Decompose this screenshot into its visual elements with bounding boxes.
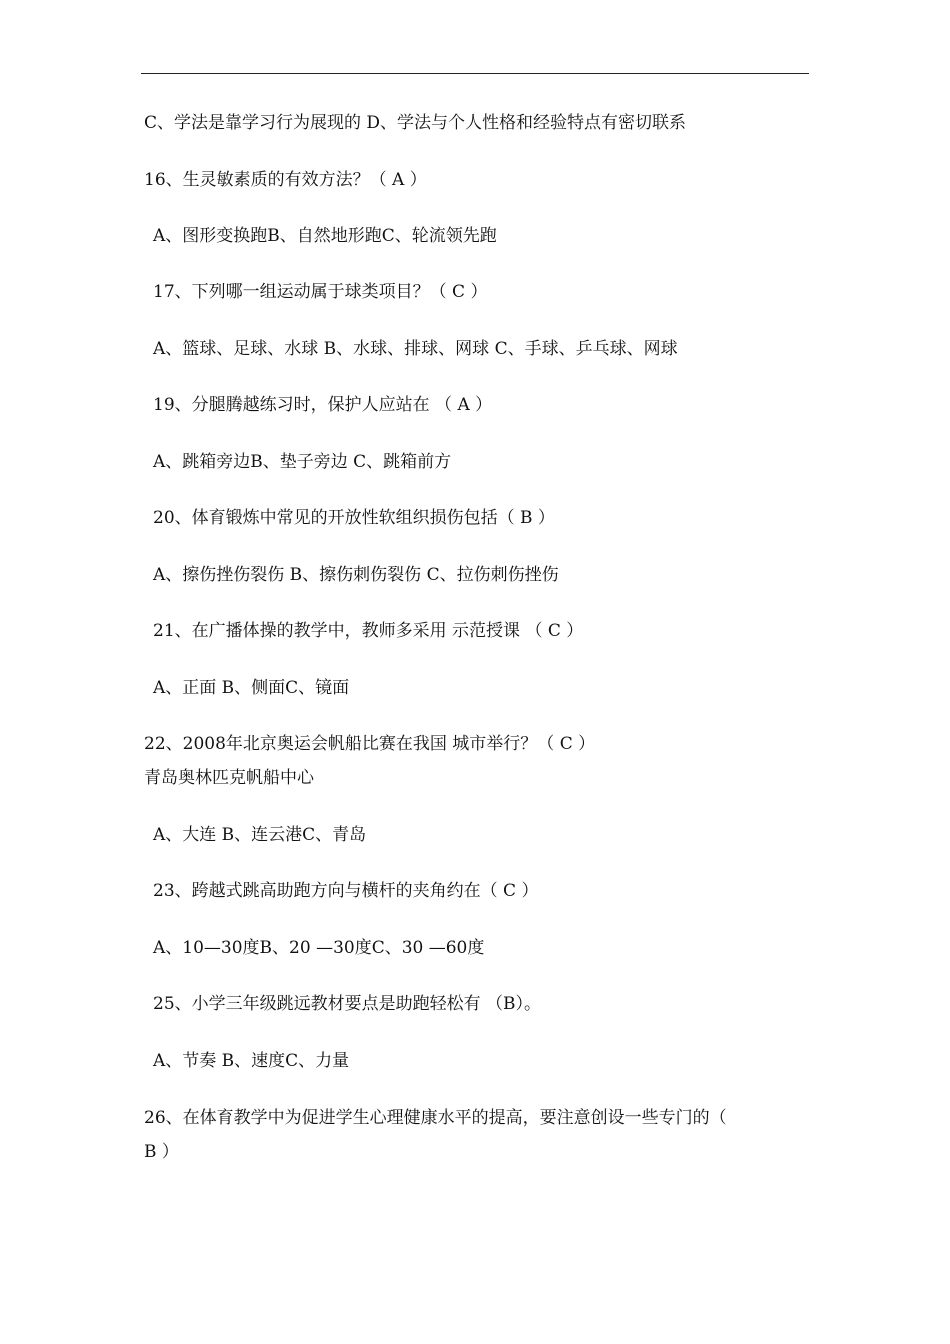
- options-22: A、大连 B、连云港C、青岛: [153, 825, 367, 845]
- options-21: A、正面 B、侧面C、镜面: [153, 678, 350, 698]
- header-rule: [141, 73, 809, 74]
- question-20: 20、体育锻炼中常见的开放性软组织损伤包括（ B ）: [153, 508, 555, 528]
- question-22: 22、2008年北京奥运会帆船比赛在我国 城市举行？（ C ）: [144, 734, 596, 754]
- question-17: 17、下列哪一组运动属于球类项目？（ C ）: [153, 282, 488, 302]
- options-23: A、10—30度B、20 —30度C、30 —60度: [153, 938, 485, 958]
- options-25: A、节奏 B、速度C、力量: [153, 1051, 350, 1071]
- text-line: C、学法是靠学习行为展现的 D、学法与个人性格和经验特点有密切联系: [144, 113, 687, 133]
- question-19: 19、分腿腾越练习时，保护人应站在 （ A ）: [153, 395, 493, 415]
- question-23: 23、跨越式跳高助跑方向与横杆的夹角约在（ C ）: [153, 881, 539, 901]
- answer-note-22: 青岛奥林匹克帆船中心: [144, 768, 314, 788]
- question-21: 21、在广播体操的教学中，教师多采用 示范授课 （ C ）: [153, 621, 584, 641]
- options-17: A、篮球、足球、水球 B、水球、排球、网球 C、手球、乒乓球、网球: [153, 339, 678, 359]
- options-19: A、跳箱旁边B、垫子旁边 C、跳箱前方: [153, 452, 452, 472]
- options-20: A、擦伤挫伤裂伤 B、擦伤刺伤裂伤 C、拉伤刺伤挫伤: [153, 565, 559, 585]
- question-16: 16、生灵敏素质的有效方法？（ A ）: [144, 170, 427, 190]
- question-25: 25、小学三年级跳远教材要点是助跑轻松有 （B）。: [153, 994, 542, 1014]
- question-26-continued: B ）: [144, 1142, 179, 1162]
- options-16: A、图形变换跑B、自然地形跑C、轮流领先跑: [153, 226, 497, 246]
- question-26: 26、在体育教学中为促进学生心理健康水平的提高，要注意创设一些专门的（: [144, 1108, 727, 1128]
